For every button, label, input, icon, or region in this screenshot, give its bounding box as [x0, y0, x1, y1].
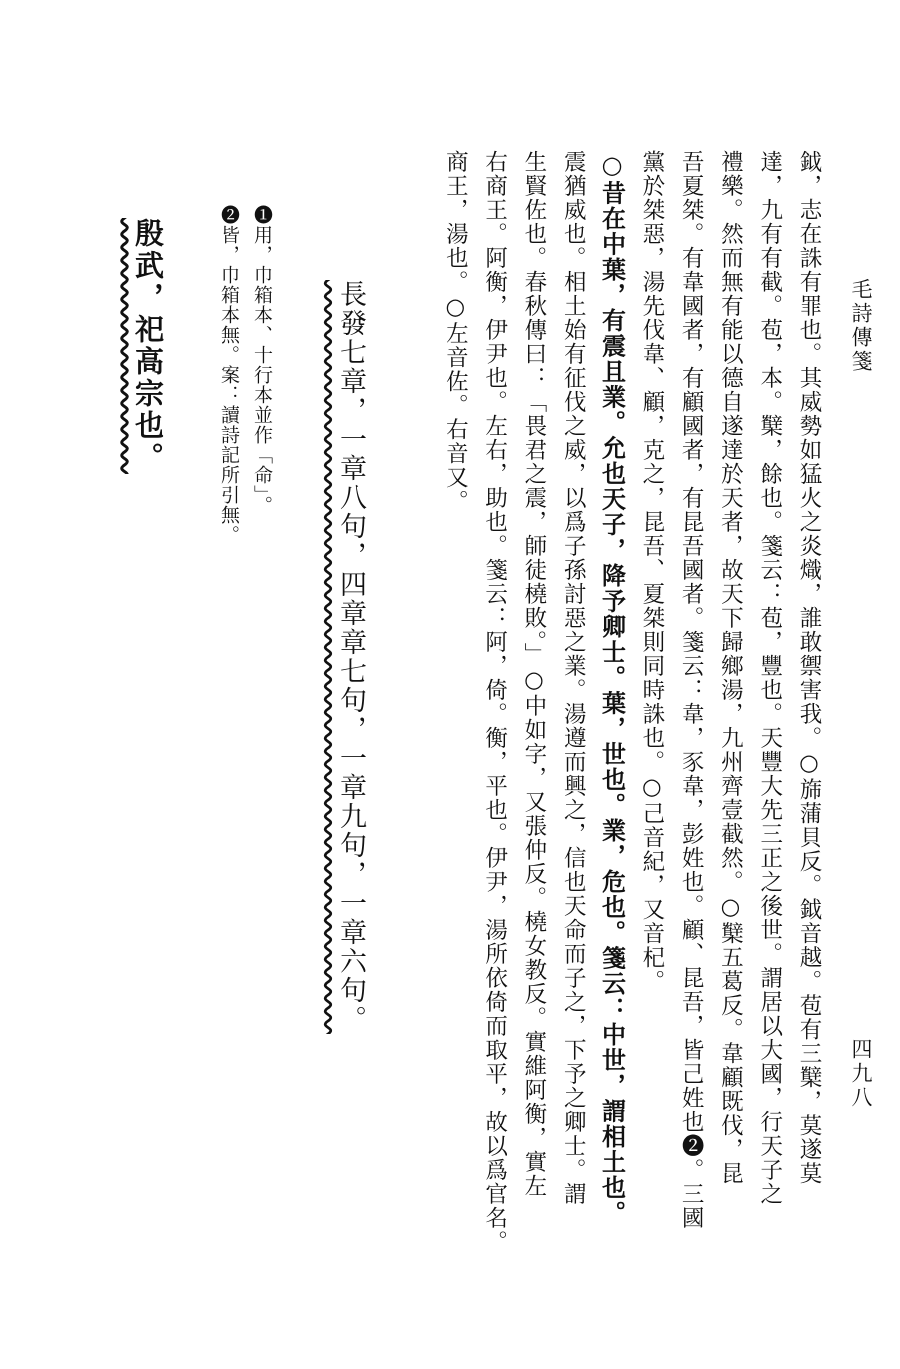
next-poem-title-text: 殷武，祀高宗也。	[131, 218, 165, 474]
text-column: 黨於桀惡，湯先伐韋、顧，克之，昆吾、夏桀則同時誅也。○己音紀，又音杞。	[638, 150, 665, 994]
footnotes	[212, 205, 278, 545]
next-poem-title	[128, 218, 169, 474]
commentary-text-block	[368, 150, 828, 1280]
text-column: ○昔在中葉，有震且業。允也天子，降予卿士。葉，世也。業，危也。箋云：中世，謂相土也。	[597, 150, 627, 1226]
text-column: 生賢佐也。春秋傳曰：「畏君之震，師徒橈敗。」○中如字，又張仲反。橈女教反。實維阿衡，實左	[520, 150, 547, 1199]
text-column: 鉞，志在誅有罪也。其威勢如猛火之炎熾，誰敢禦害我。○旆蒲貝反。鉞音越。苞有三櫱，莫遂莫	[796, 150, 822, 1186]
running-header: 毛詩傳箋	[849, 278, 873, 374]
text-column: 震猶威也。相土始有征伐之威，以爲子孫討惡之業。湯遵而興之，信也天命而子之，下予之卿士。謂	[560, 150, 587, 1206]
footnote: ❷皆，巾箱本無。案：讀詩記所引無。	[218, 205, 240, 545]
text-column: 右商王。阿衡，伊尹也。左右，助也。箋云：阿，倚。衡，平也。伊尹，湯所依倚而取平，故以爲官名。	[481, 150, 508, 1254]
text-column: 吾夏桀。有韋國者，有顧國者，有昆吾國者。箋云：韋，豕韋，彭姓也。顧、昆吾，皆己姓也❷。三國	[678, 150, 705, 1230]
footnote: ❶用，巾箱本、十行本並作「命」。	[251, 205, 273, 516]
text-column: 達，九有有截。苞，本。櫱，餘也。箋云：苞，豐也。天豐大先三正之後世。謂居以大國，行天子之	[756, 150, 783, 1206]
chapter-summary	[330, 280, 370, 1034]
text-column: 商王，湯也。○左音佐。右音又。	[442, 150, 469, 514]
text-column: 禮樂。然而無有能以德自遂達於天者，故天下歸鄉湯，九州齊壹截然。○櫱五葛反。韋顧既伐，昆	[717, 150, 744, 1186]
chapter-summary-text: 長發七章，一章八句，四章章七句，一章九句，一章六句。	[335, 280, 366, 1034]
page-number: 四九八	[849, 1038, 873, 1110]
